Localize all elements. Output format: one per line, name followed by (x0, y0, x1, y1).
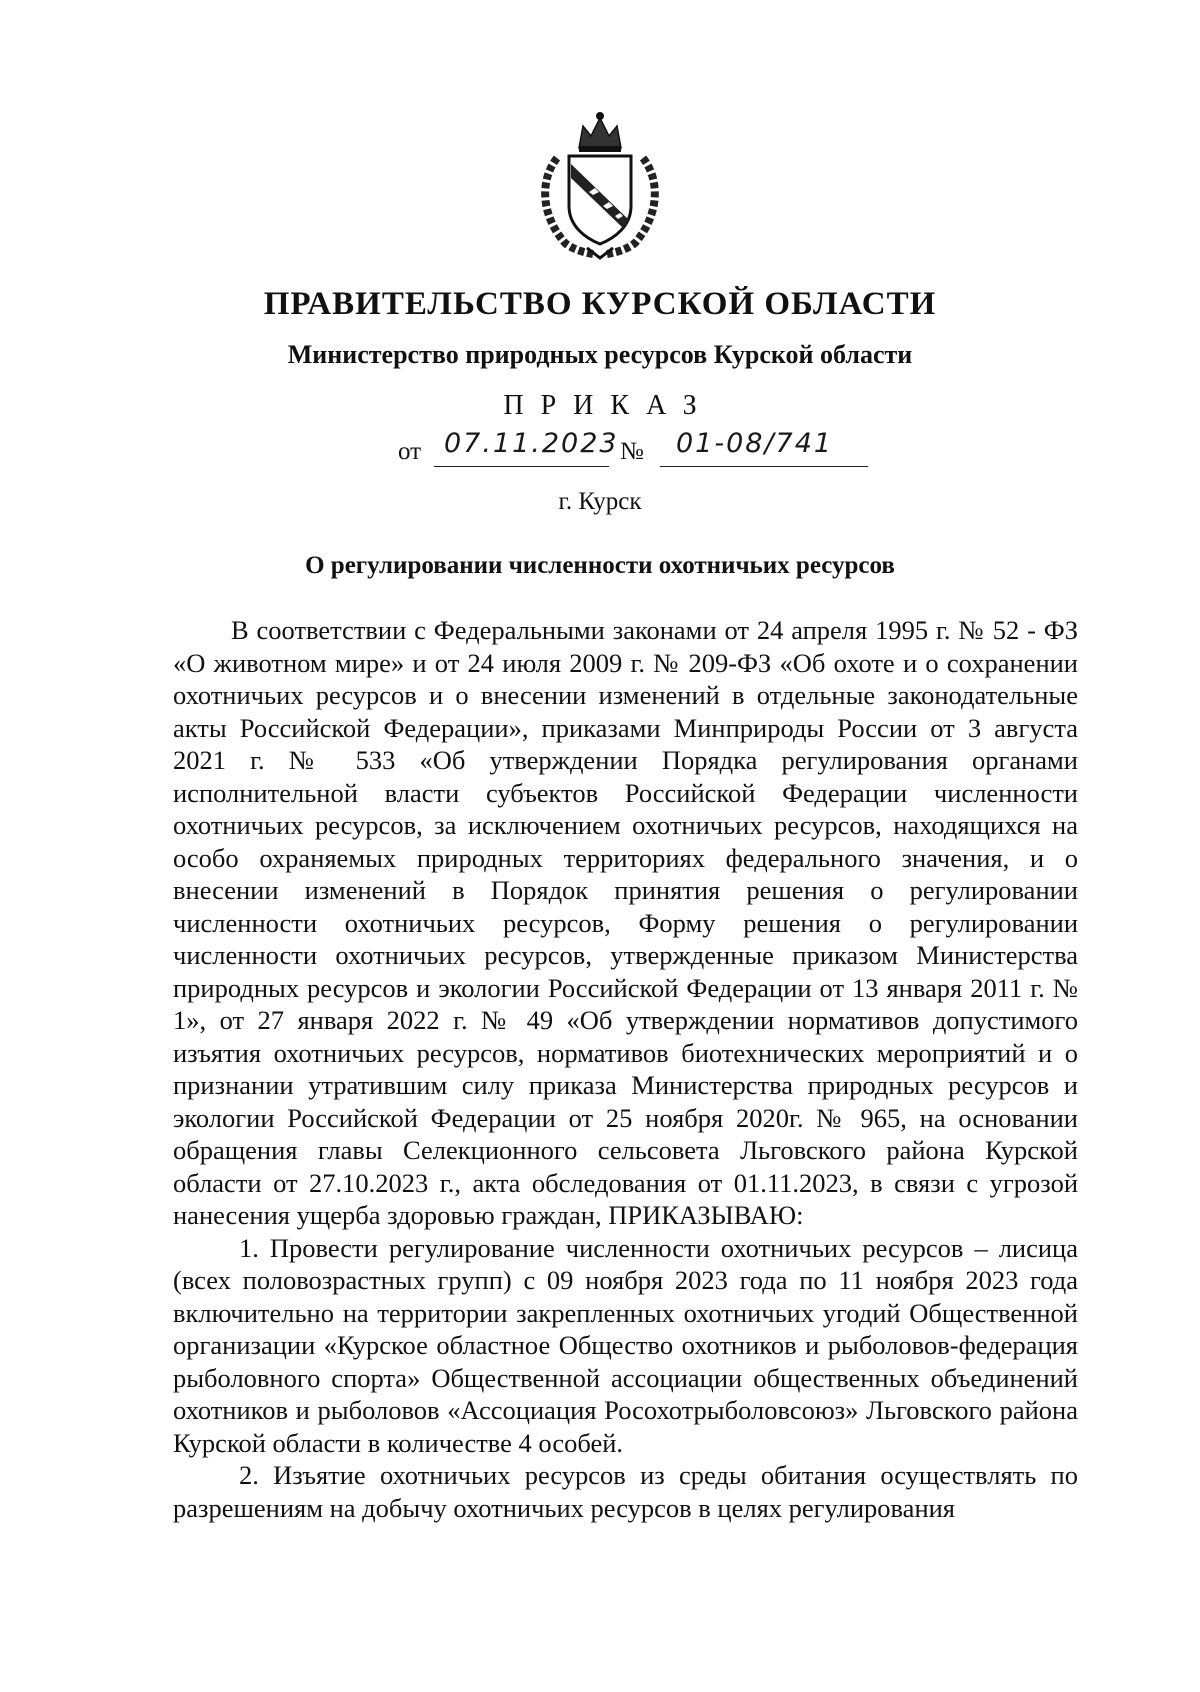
order-date-handwritten: 07.11.2023 (444, 428, 619, 459)
order-number-handwritten: 01-08/741 (676, 428, 834, 459)
city: г. Курск (558, 488, 642, 515)
document-type: ПРИКАЗ (503, 390, 714, 421)
number-label: № (620, 438, 644, 465)
order-number-field (660, 426, 868, 467)
preamble-paragraph: В соответствии с Федеральными законами от 24 апреля 1995 г. № 52 - ФЗ «О животном мире» и от 24 июля 2009 г. № 209-ФЗ «Об охоте и о сохранении охотничьих ресурсов и о внесении изменений в отдельные законодательные акты Российской Федерации», приказами Минприроды России от 3 августа 2021 г. № 533 «Об утверждении Порядка регулирования органами исполнительной власти субъектов Российской Федерации численности охотничьих ресурсов, за исключением охотничьих ресурсов, находящихся на особо охраняемых природных территориях федерального значения, и о внесении изменений в Порядок принятия решения о регулировании численности охотничьих ресурсов, Форму решения о регулировании численности охотничьих ресурсов, утвержденные приказом Министерства природных ресурсов и экологии Российской Федерации от 13 января 2011 г. № 1», от 27 января 2022 г. № 49 «Об утверждении нормативов допустимого изъятия охотничьих ресурсов, нормативов биотехнических мероприятий и о признании утратившим силу приказа Министерства природных ресурсов и экологии Российской Федерации от 25 ноября 2020г. № 965, на основании обращения главы Селекционного сельсовета Льговского района Курской области от 27.10.2023 г., акта обследования от 01.11.2023, в связи с угрозой нанесения ущерба здоровью граждан, ПРИКАЗЫВАЮ: (173, 615, 1078, 1230)
order-date-number-line (398, 426, 868, 472)
coat-of-arms-emblem (527, 108, 673, 260)
from-label: от (398, 438, 422, 465)
order-body (173, 614, 1078, 1524)
government-title: ПРАВИТЕЛЬСТВО КУРСКОЙ ОБЛАСТИ (263, 286, 937, 322)
item-2-paragraph: 2. Изъятие охотничьих ресурсов из среды обитания осуществлять по разрешениям на добычу охотничьих ресурсов в целях регулирования (173, 1460, 1078, 1523)
ministry-name: Министерство природных ресурсов Курской области (287, 340, 913, 369)
order-subject: О регулировании численности охотничьих ресурсов (305, 552, 895, 579)
order-date-field (434, 426, 619, 467)
item-1-paragraph: 1. Провести регулирование численности охотничьих ресурсов – лисица (всех половозрастных групп) с 09 ноября 2023 года по 11 ноября 2023 года включительно на территории закрепленных охотничьих угодий Общественной организации «Курское областное Общество охотников и рыболовов-федерация рыболовного спорта» Общественной ассоциации общественных объединений охотников и рыболовов «Ассоциация Росохотрыболовсоюз» Льговского района Курской области в количестве 4 особей. (173, 1232, 1078, 1458)
